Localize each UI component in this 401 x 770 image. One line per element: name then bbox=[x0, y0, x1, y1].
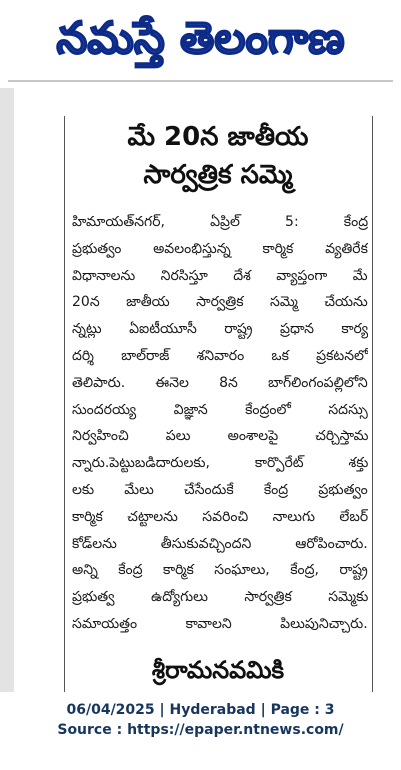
next-article-headline: శ్రీరామనవమికి bbox=[151, 656, 285, 684]
body-line: ప్రభుత్వం అవలంభిస్తున్న కార్మిక వ్యతిరేక bbox=[72, 240, 368, 257]
body-line: ప్రభుత్వ ఉద్యోగులు సార్వత్రిక సమ్మెకు bbox=[72, 589, 368, 606]
footer-source: Source : https://epaper.ntnews.com/ bbox=[57, 722, 344, 738]
body-line: దర్శి బాల్‌రాజ్‌ శనివారం ఒక ప్రకటనలో bbox=[72, 347, 368, 364]
column-rule-right bbox=[372, 116, 373, 692]
body-line: అన్ని కేంద్ర కార్మిక సంఘాలు, కేంద్ర, రాష్ట్ర bbox=[72, 562, 368, 579]
article-clipping bbox=[0, 88, 401, 692]
article-body bbox=[72, 209, 368, 638]
newspaper-logo: నమస్తే తెలంగాణ bbox=[56, 13, 345, 64]
body-line: సమాయత్తం కావాలని పిలుపునిచ్చారు. bbox=[72, 615, 368, 632]
column-rule-left bbox=[64, 116, 65, 692]
footer-date-page: 06/04/2025 | Hyderabad | Page : 3 bbox=[66, 702, 335, 718]
headline-line-2: సార్వత్రిక సమ్మె bbox=[143, 160, 293, 190]
footer bbox=[0, 700, 401, 740]
headline-line-1: మే 20న జాతీయ bbox=[127, 122, 309, 152]
body-line: 20న జాతీయ సార్వత్రిక సమ్మె చేయను bbox=[72, 294, 368, 311]
body-line: కోడ్‌లను తీసుకువచ్చిందని ఆరోపించారు. bbox=[72, 535, 368, 552]
masthead bbox=[0, 0, 401, 78]
body-line: నిర్వహించి పలు అంశాలపై చర్చిస్తామ bbox=[72, 428, 368, 445]
body-line: కార్మిక చట్టాలను సవరించి నాలుగు లేబర్‌ bbox=[72, 508, 368, 525]
masthead-divider bbox=[8, 80, 393, 82]
body-line: న్నారు.పెట్టుబడిదారులకు, కార్పొరేట్‌ శక్తు bbox=[72, 455, 368, 472]
body-line: సుందరయ్య విజ్ఞాన కేంద్రంలో సదస్సు bbox=[72, 401, 368, 418]
body-line: తెలిపారు. ఈనెల 8న బాగ్‌లింగంపల్లిలోని bbox=[72, 374, 368, 391]
body-line: విధానాలను నిరసిస్తూ దేశ వ్యాప్తంగా మే bbox=[72, 267, 368, 284]
body-line: న్నట్లు ఏఐటీయూసీ రాష్ట్ర ప్రధాన కార్య bbox=[72, 321, 368, 338]
body-line: లకు మేలు చేసేందుకే కేంద్ర ప్రభుత్వం bbox=[72, 481, 368, 498]
left-margin-strip bbox=[0, 88, 14, 692]
body-line: హిమాయత్‌నగర్‌, ఏప్రిల్‌ 5: కేంద్ర bbox=[72, 214, 368, 230]
